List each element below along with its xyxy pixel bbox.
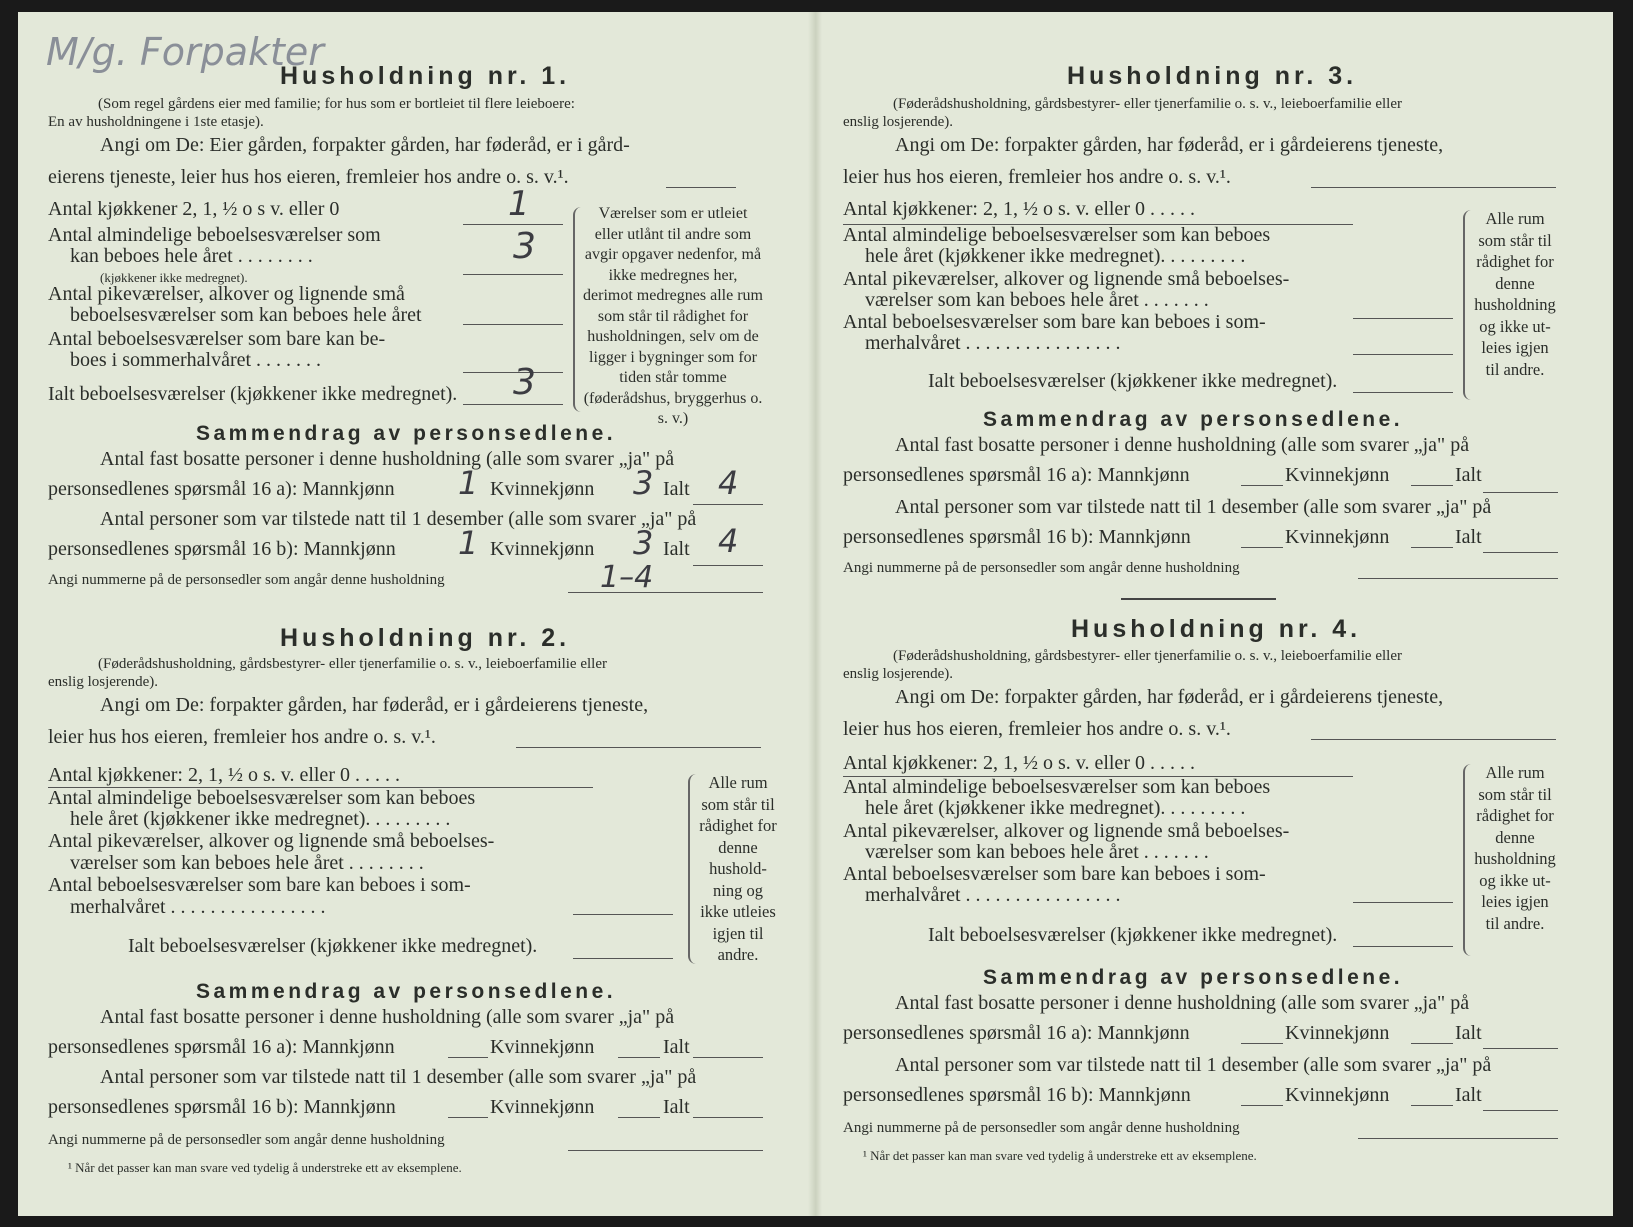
- h1-hand-i1: 4: [718, 464, 739, 502]
- h2-room-kitchens: Antal kjøkkener: 2, 1, ½ o s. v. eller 0 . . . . .: [48, 764, 400, 786]
- h4-side-note: Alle rum som står til rådighet for denne husholdning og ikke utleies igjen til andre.: [1474, 763, 1556, 933]
- h4-room-small: Antal pikeværelser, alkover og lignende små beboelses-: [843, 820, 1290, 842]
- h2-kvinne2: Kvinnekjønn: [490, 1096, 595, 1118]
- h1-hand-k2: 3: [633, 524, 654, 562]
- h3-summary-title: Sammendrag av personsedlene.: [983, 408, 1404, 431]
- h2-s2b: personsedlenes spørsmål 16 b): Mannkjønn: [48, 1096, 396, 1118]
- h1-hand-m1: 1: [458, 464, 479, 502]
- h4-room-summer: Antal beboelsesværelser som bare kan beboes i som-: [843, 863, 1266, 885]
- h3-room-small2: værelser som kan beboes hele året . . . . . . .: [865, 289, 1209, 311]
- h3-room-kitchens: Antal kjøkkener: 2, 1, ½ o s. v. eller 0 . . . . .: [843, 198, 1195, 220]
- h2-room-small: Antal pikeværelser, alkover og lignende små beboelses-: [48, 830, 495, 852]
- h1-hand-k1: 3: [633, 464, 654, 502]
- h3-room-ordinary2: hele året (kjøkkener ikke medregnet). . . . . . . . .: [865, 245, 1246, 267]
- h3-intro: (Føderådshusholdning, gårdsbestyrer- eller tjenerfamilie o. s. v., leieboerfamilie eller: [893, 96, 1402, 112]
- h3-room-summer2: merhalvåret . . . . . . . . . . . . . . . .: [865, 332, 1121, 354]
- h3-side-note: Alle rum som står til rådighet for denne husholdning og ikke utleies igjen til andre.: [1474, 209, 1556, 379]
- h4-footnote: ¹ Når det passer kan man svare ved tydelig å understreke ett av eksemplene.: [863, 1148, 1257, 1163]
- h2-room-summer2: merhalvåret . . . . . . . . . . . . . . . .: [70, 896, 326, 918]
- h3-s1a: Antal fast bosatte personer i denne husholdning (alle som svarer „ja" på: [895, 434, 1470, 456]
- h4-summary-title: Sammendrag av personsedlene.: [983, 966, 1404, 989]
- h4-s2b: personsedlenes spørsmål 16 b): Mannkjønn: [843, 1084, 1191, 1106]
- h1-hand-kitchens: 1: [508, 184, 530, 224]
- h4-angi2: leier hus hos eieren, fremleier hos andre o. s. v.¹.: [843, 718, 1231, 740]
- h4-room-kitchens: Antal kjøkkener: 2, 1, ½ o s. v. eller 0 . . . . .: [843, 752, 1195, 774]
- h3-angi2: leier hus hos eieren, fremleier hos andre o. s. v.¹.: [843, 166, 1231, 188]
- h1-room-ordinary: Antal almindelige beboelsesværelser som: [48, 224, 381, 246]
- h1-room-small2: beboelsesværelser som kan beboes hele året: [70, 304, 422, 326]
- h4-angi1: Angi om De: forpakter gården, har føderåd, er i gårdeierens tjeneste,: [895, 686, 1444, 708]
- h4-room-summer2: merhalvåret . . . . . . . . . . . . . . . .: [865, 884, 1121, 906]
- h2-room-summer: Antal beboelsesværelser som bare kan beboes i som-: [48, 874, 471, 896]
- h1-room-small: Antal pikeværelser, alkover og lignende små: [48, 283, 405, 305]
- h1-s2a: Antal personer som var tilstede natt til 1 desember (alle som svarer „ja" på: [100, 508, 697, 530]
- h1-summary-title: Sammendrag av personsedlene.: [196, 422, 617, 445]
- h2-room-total: Ialt beboelsesværelser (kjøkkener ikke medregnet).: [128, 935, 538, 957]
- h3-s2a: Antal personer som var tilstede natt til 1 desember (alle som svarer „ja" på: [895, 496, 1492, 518]
- h4-intro2: enslig losjerende).: [843, 666, 953, 682]
- h4-title: Husholdning nr. 4.: [1071, 615, 1362, 643]
- h2-ialt2: Ialt: [663, 1096, 690, 1118]
- h1-s1b: personsedlenes spørsmål 16 a): Mannkjønn: [48, 478, 395, 500]
- h1-title: Husholdning nr. 1.: [280, 62, 571, 90]
- h1-room-note: (kjøkkener ikke medregnet).: [100, 270, 248, 285]
- h3-room-total: Ialt beboelsesværelser (kjøkkener ikke medregnet).: [928, 370, 1338, 392]
- h1-hand-m2: 1: [458, 524, 479, 562]
- h3-s1b: personsedlenes spørsmål 16 a): Mannkjønn: [843, 464, 1190, 486]
- h1-ialt2: Ialt: [663, 538, 690, 560]
- h1-s1a: Antal fast bosatte personer i denne husholdning (alle som svarer „ja" på: [100, 448, 675, 470]
- h2-ialt1: Ialt: [663, 1036, 690, 1058]
- h4-numbers: Angi nummerne på de personsedler som angår denne husholdning: [843, 1120, 1240, 1136]
- h2-room-small2: værelser som kan beboes hele året . . . . . . . .: [70, 852, 424, 874]
- h1-ialt1: Ialt: [663, 478, 690, 500]
- h1-room-total: Ialt beboelsesværelser (kjøkkener ikke medregnet).: [48, 383, 458, 405]
- h1-side-note: Værelser som er utleiet eller utlånt til andre som avgir opgaver nedenfor, må ikke medregnes her, derimot medregnes alle rum som står til rådighet for husholdningen, selv om de ligger i bygninger som for tiden står tomme (føderådshus, bryggerhus o. s. v.): [583, 205, 763, 427]
- h1-s2b: personsedlenes spørsmål 16 b): Mannkjønn: [48, 538, 396, 560]
- page-fold: [808, 12, 822, 1216]
- h4-room-small2: værelser som kan beboes hele året . . . . . . .: [865, 841, 1209, 863]
- h3-room-ordinary: Antal almindelige beboelsesværelser som kan beboes: [843, 224, 1271, 246]
- h3-s2b: personsedlenes spørsmål 16 b): Mannkjønn: [843, 526, 1191, 548]
- h1-hand-ordinary: 3: [513, 226, 536, 267]
- h4-s1a: Antal fast bosatte personer i denne husholdning (alle som svarer „ja" på: [895, 992, 1470, 1014]
- h2-title: Husholdning nr. 2.: [280, 624, 571, 652]
- h1-angi2: eierens tjeneste, leier hus hos eieren, fremleier hos andre o. s. v.¹.: [48, 166, 569, 188]
- h3-room-summer: Antal beboelsesværelser som bare kan beboes i som-: [843, 311, 1266, 333]
- h2-angi2: leier hus hos eieren, fremleier hos andre o. s. v.¹.: [48, 726, 436, 748]
- h2-s1b: personsedlenes spørsmål 16 a): Mannkjønn: [48, 1036, 395, 1058]
- h4-s2a: Antal personer som var tilstede natt til 1 desember (alle som svarer „ja" på: [895, 1054, 1492, 1076]
- h3-kvinne1: Kvinnekjønn: [1285, 464, 1390, 486]
- h3-title: Husholdning nr. 3.: [1067, 62, 1358, 90]
- h2-intro: (Føderådshusholdning, gårdsbestyrer- eller tjenerfamilie o. s. v., leieboerfamilie eller: [98, 656, 607, 672]
- h2-angi1: Angi om De: forpakter gården, har føderåd, er i gårdeierens tjeneste,: [100, 694, 649, 716]
- h2-s1a: Antal fast bosatte personer i denne husholdning (alle som svarer „ja" på: [100, 1006, 675, 1028]
- h4-room-total: Ialt beboelsesværelser (kjøkkener ikke medregnet).: [928, 924, 1338, 946]
- h4-ialt1: Ialt: [1455, 1022, 1482, 1044]
- h3-ialt2: Ialt: [1455, 526, 1482, 548]
- census-form-sheet: [18, 12, 1613, 1216]
- h4-kvinne1: Kvinnekjønn: [1285, 1022, 1390, 1044]
- margin-handwriting: M/g. Forpakter: [46, 30, 324, 74]
- h1-kvinne2: Kvinnekjønn: [490, 538, 595, 560]
- h2-room-ordinary: Antal almindelige beboelsesværelser som kan beboes: [48, 787, 476, 809]
- h3-numbers: Angi nummerne på de personsedler som angår denne husholdning: [843, 560, 1240, 576]
- right-page: [843, 12, 1583, 1216]
- h1-hand-i2: 4: [718, 522, 739, 560]
- h1-hand-nums: 1–4: [600, 560, 654, 595]
- h1-room-summer2: boes i sommerhalvåret . . . . . . .: [70, 349, 322, 371]
- h4-s1b: personsedlenes spørsmål 16 a): Mannkjønn: [843, 1022, 1190, 1044]
- h2-footnote: ¹ Når det passer kan man svare ved tydelig å understreke ett av eksemplene.: [68, 1160, 462, 1175]
- h1-room-summer: Antal beboelsesværelser som bare kan be-: [48, 328, 386, 350]
- h3-kvinne2: Kvinnekjønn: [1285, 526, 1390, 548]
- h3-room-small: Antal pikeværelser, alkover og lignende små beboelses-: [843, 268, 1290, 290]
- h1-room-ordinary2: kan beboes hele året . . . . . . . .: [70, 245, 313, 267]
- h1-intro: (Som regel gårdens eier med familie; for hus som er bortleiet til flere leieboere:: [98, 96, 575, 112]
- h2-kvinne1: Kvinnekjønn: [490, 1036, 595, 1058]
- h2-intro2: enslig losjerende).: [48, 674, 158, 690]
- h2-side-note: Alle rum som står til rådighet for denne husholdning og ikke utleies igjen til andre.: [699, 773, 777, 964]
- h4-intro: (Føderådshusholdning, gårdsbestyrer- eller tjenerfamilie o. s. v., leieboerfamilie eller: [893, 648, 1402, 664]
- h4-kvinne2: Kvinnekjønn: [1285, 1084, 1390, 1106]
- h4-room-ordinary2: hele året (kjøkkener ikke medregnet). . . . . . . . .: [865, 797, 1246, 819]
- h3-angi1: Angi om De: forpakter gården, har føderåd, er i gårdeierens tjeneste,: [895, 134, 1444, 156]
- h1-hand-total: 3: [513, 362, 536, 403]
- h2-room-ordinary2: hele året (kjøkkener ikke medregnet). . . . . . . . .: [70, 808, 451, 830]
- h4-ialt2: Ialt: [1455, 1084, 1482, 1106]
- h1-kvinne1: Kvinnekjønn: [490, 478, 595, 500]
- h1-room-kitchens: Antal kjøkkener 2, 1, ½ o s v. eller 0: [48, 198, 340, 220]
- h2-numbers: Angi nummerne på de personsedler som angår denne husholdning: [48, 1132, 445, 1148]
- h4-room-ordinary: Antal almindelige beboelsesværelser som kan beboes: [843, 776, 1271, 798]
- h3-ialt1: Ialt: [1455, 464, 1482, 486]
- h1-angi1: Angi om De: Eier gården, forpakter gården, har føderåd, er i gård-: [100, 134, 630, 156]
- h2-summary-title: Sammendrag av personsedlene.: [196, 980, 617, 1003]
- h3-intro2: enslig losjerende).: [843, 114, 953, 130]
- h1-intro2: En av husholdningene i 1ste etasje).: [48, 114, 264, 130]
- left-page: [48, 12, 788, 1216]
- h1-numbers: Angi nummerne på de personsedler som angår denne husholdning: [48, 572, 445, 588]
- h2-s2a: Antal personer som var tilstede natt til 1 desember (alle som svarer „ja" på: [100, 1066, 697, 1088]
